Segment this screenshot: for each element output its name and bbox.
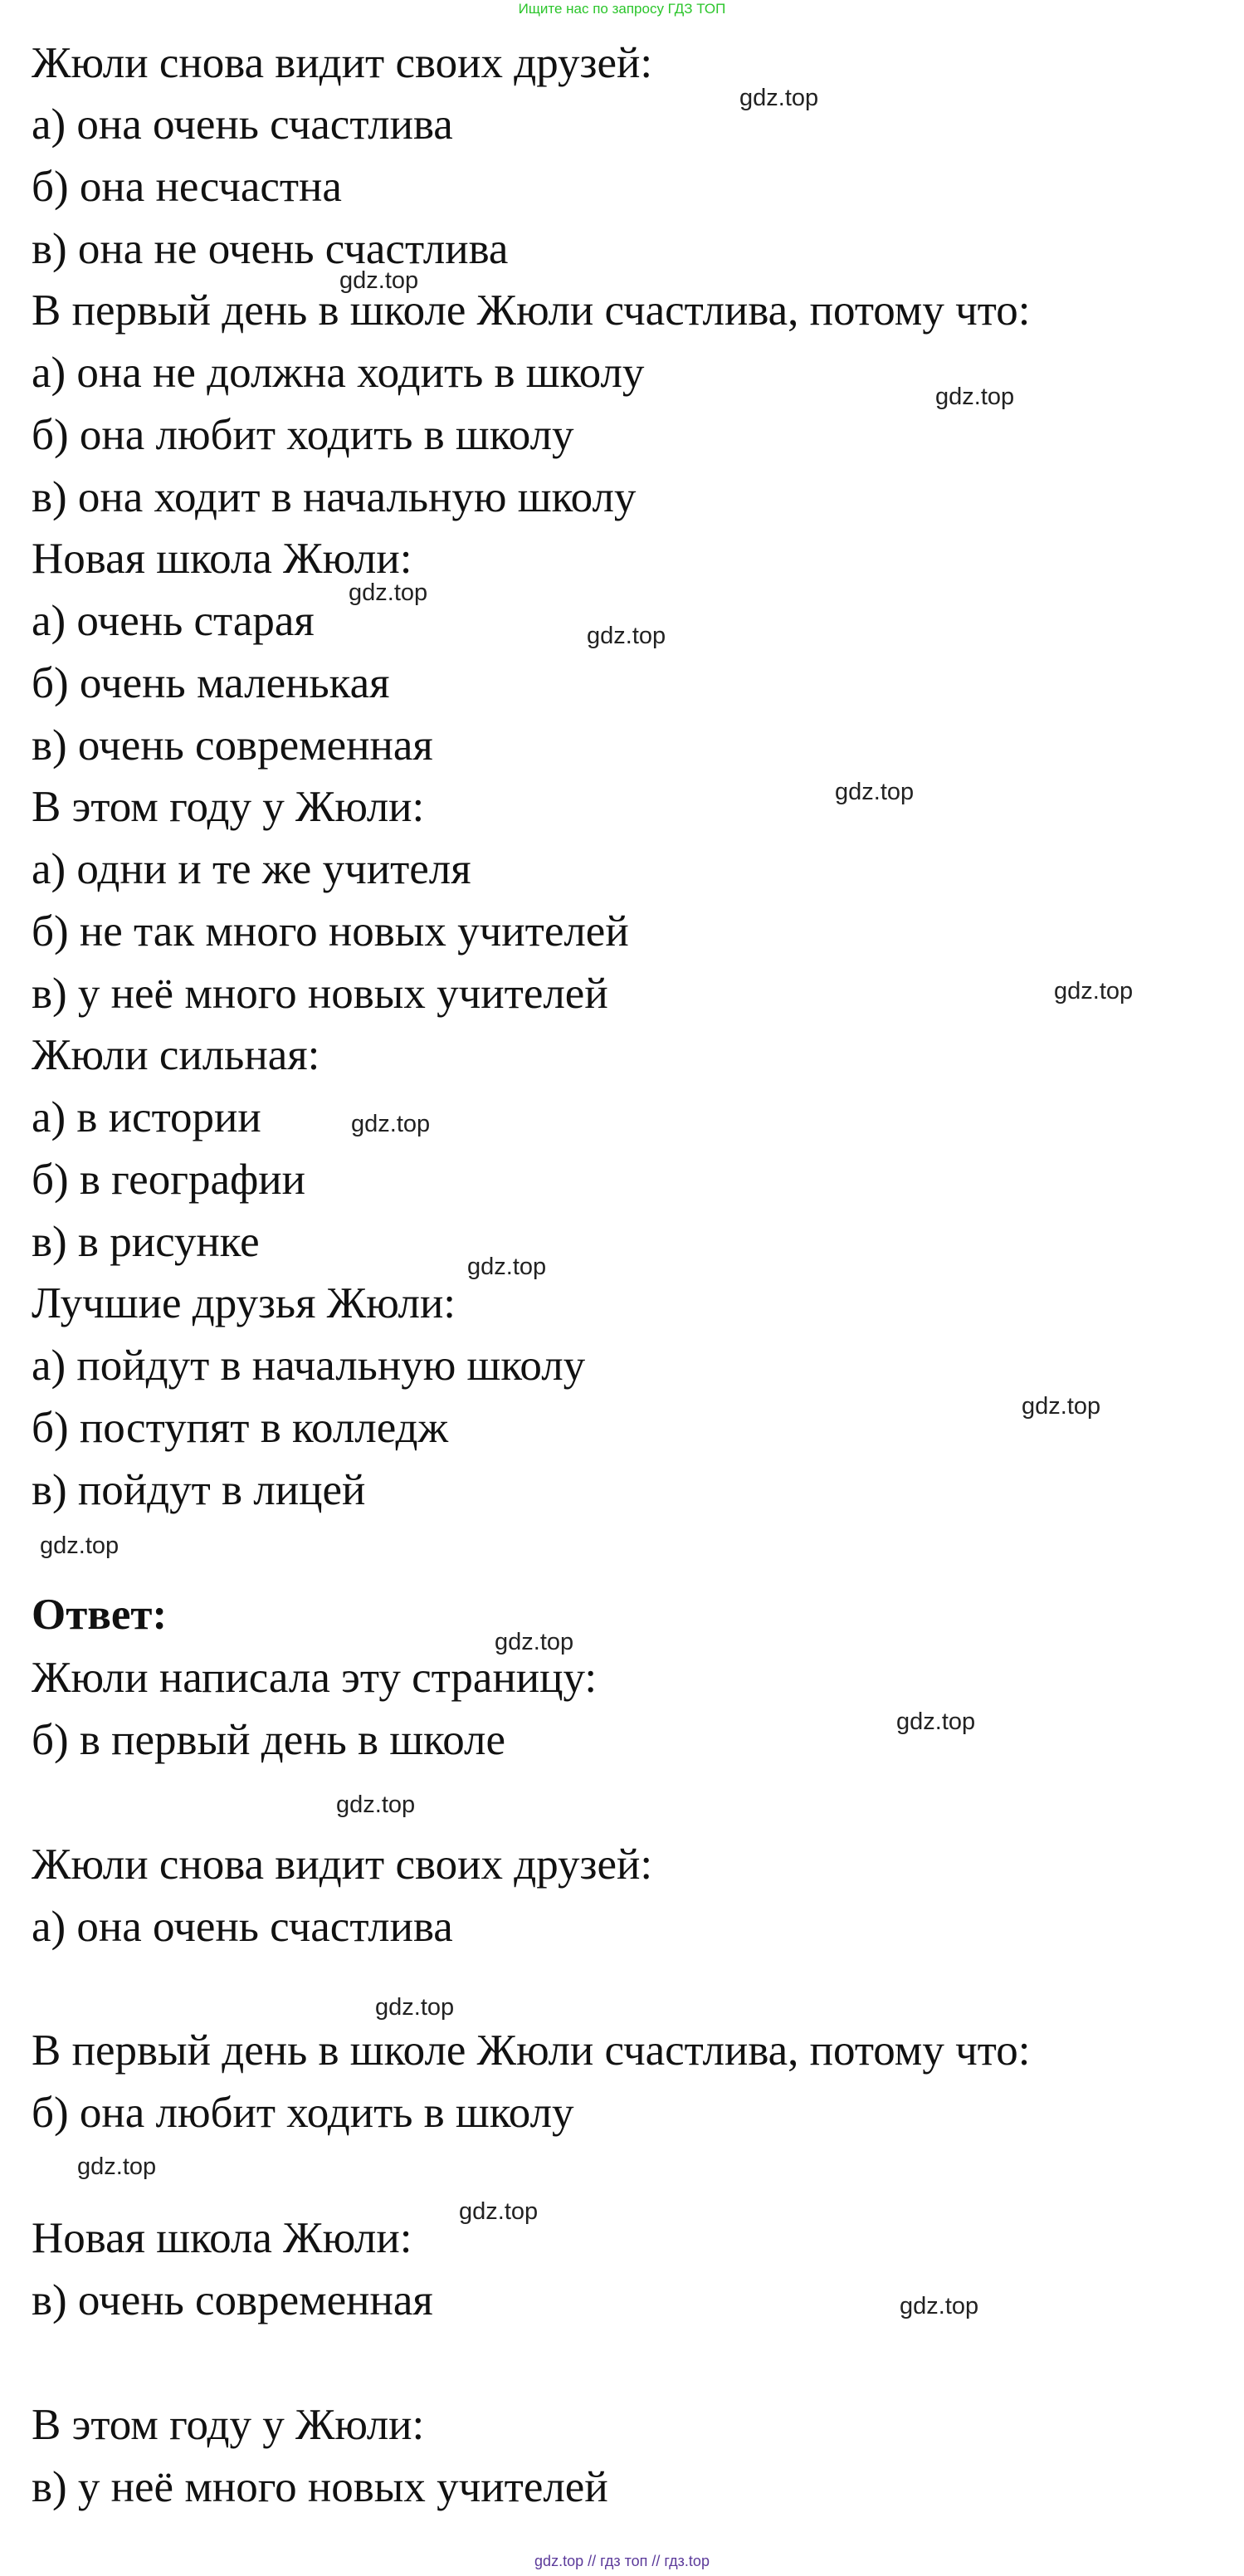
watermark: gdz.top [935,384,1015,410]
question-line: б) она любит ходить в школу [32,411,574,459]
answer-line: а) она очень счастлива [32,1903,453,1951]
watermark: gdz.top [835,779,915,805]
answer-line: В первый день в школе Жюли счастлива, потому что: [32,2026,1031,2075]
question-line: в) очень современная [32,721,433,770]
question-line: Лучшие друзья Жюли: [32,1279,456,1327]
watermark: gdz.top [1054,978,1134,1004]
answer-line: Жюли написала эту страницу: [32,1654,598,1702]
question-line: в) в рисунке [32,1218,260,1266]
question-line: а) одни и те же учителя [32,845,471,893]
question-line: В этом году у Жюли: [32,783,425,831]
watermark: gdz.top [900,2293,979,2319]
answer-line: б) в первый день в школе [32,1716,505,1764]
question-line: б) поступят в колледж [32,1404,449,1452]
watermark: gdz.top [336,1791,416,1818]
question-line: а) очень старая [32,597,315,645]
answer-line: б) она любит ходить в школу [32,2089,574,2137]
watermark: gdz.top [351,1111,431,1137]
top-banner: Ищите нас по запросу ГДЗ ТОП [518,1,726,17]
question-line: в) у неё много новых учителей [32,970,608,1018]
watermark: gdz.top [495,1629,574,1655]
question-line: б) в географии [32,1156,306,1204]
question-line: б) очень маленькая [32,659,390,707]
question-line: а) пойдут в начальную школу [32,1342,586,1390]
footer-watermark: gdz.top // гдз топ // гдз.top [534,2553,710,2569]
answer-line: Жюли снова видит своих друзей: [32,1840,653,1889]
question-line: Жюли снова видит своих друзей: [32,39,653,87]
watermark: gdz.top [587,623,666,649]
watermark: gdz.top [459,2198,539,2225]
question-line: в) она ходит в начальную школу [32,473,637,521]
answer-line: Новая школа Жюли: [32,2214,412,2262]
question-line: б) она несчастна [32,163,342,211]
watermark: gdz.top [739,85,819,111]
question-line: в) пойдут в лицей [32,1466,366,1514]
watermark: gdz.top [896,1708,976,1735]
question-line: а) она очень счастлива [32,100,453,149]
watermark: gdz.top [467,1254,547,1280]
question-line: В первый день в школе Жюли счастлива, потому что: [32,286,1031,335]
watermark: gdz.top [77,2153,157,2180]
answer-line: в) у неё много новых учителей [32,2463,608,2511]
watermark: gdz.top [349,579,428,606]
question-line: а) она не должна ходить в школу [32,349,645,397]
answer-line: В этом году у Жюли: [32,2401,425,2449]
watermark: gdz.top [339,267,419,294]
question-line: б) не так много новых учителей [32,907,629,956]
question-line: Жюли сильная: [32,1031,320,1079]
watermark: gdz.top [375,1994,455,2021]
watermark: gdz.top [40,1532,120,1559]
watermark: gdz.top [1022,1393,1101,1420]
answer-line: в) очень современная [32,2276,433,2324]
question-line: а) в истории [32,1093,261,1141]
answer-heading: Ответ: [32,1591,168,1639]
question-line: в) она не очень счастлива [32,225,509,273]
question-line: Новая школа Жюли: [32,535,412,583]
